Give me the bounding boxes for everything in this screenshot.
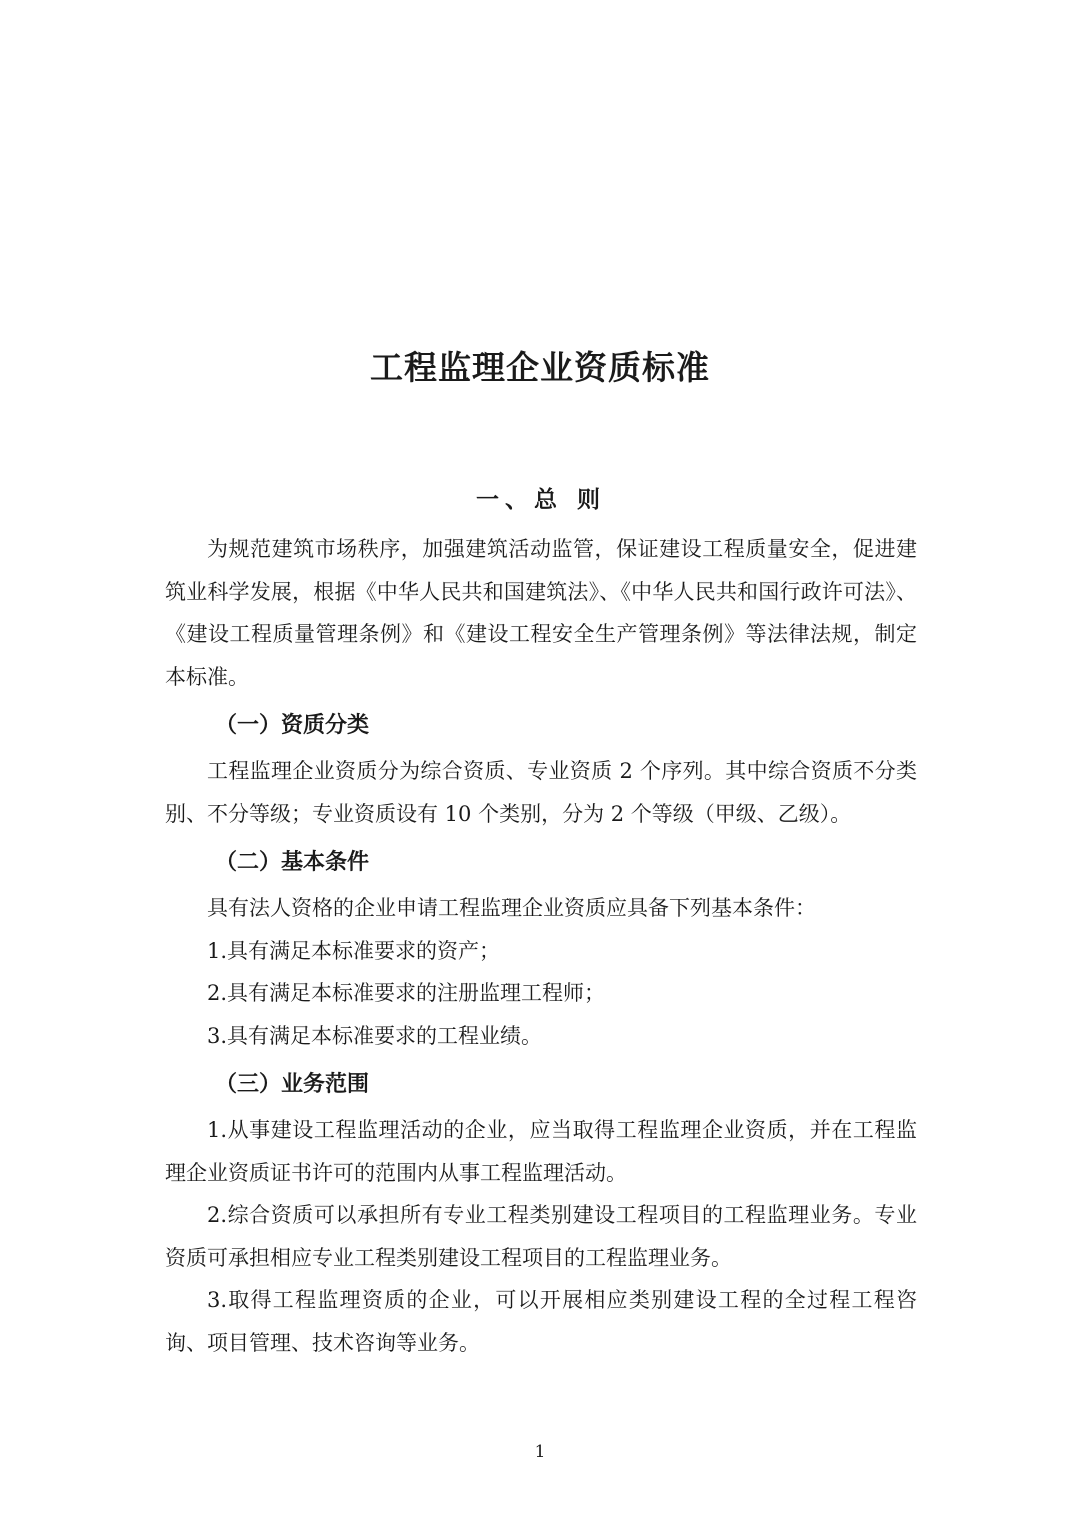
document-body	[165, 478, 917, 1364]
business-scope-paragraph: 3.取得工程监理资质的企业，可以开展相应类别建设工程的全过程工程咨询、项目管理、技术咨询等业务。	[165, 1288, 917, 1355]
page-number: 1	[534, 1442, 546, 1462]
section-heading-business-scope: （三）业务范围	[215, 1072, 370, 1097]
classification-paragraph: 工程监理企业资质分为综合资质、专业资质 2 个序列。其中综合资质不分类别、不分等级；专业资质设有 10 个类别，分为 2 个等级（甲级、乙级）。	[165, 759, 917, 826]
section-heading-classification: （一）资质分类	[215, 713, 370, 738]
chapter-heading: 一、总 则	[475, 487, 606, 513]
condition-item: 3.具有满足本标准要求的工程业绩。	[207, 1023, 543, 1048]
business-scope-paragraph: 2.综合资质可以承担所有专业工程类别建设工程项目的工程监理业务。专业资质可承担相应专业工程类别建设工程项目的工程监理业务。	[165, 1203, 917, 1270]
section-heading-basic-conditions: （二）基本条件	[215, 850, 370, 875]
condition-item: 1.具有满足本标准要求的资产；	[207, 938, 501, 963]
business-scope-paragraph: 1.从事建设工程监理活动的企业，应当取得工程监理企业资质，并在工程监理企业资质证书许可的范围内从事工程监理活动。	[165, 1118, 917, 1185]
basic-conditions-paragraph: 具有法人资格的企业申请工程监理企业资质应具备下列基本条件：	[207, 896, 816, 920]
condition-item: 2.具有满足本标准要求的注册监理工程师；	[207, 981, 606, 1005]
document-title: 工程监理企业资质标准	[370, 348, 710, 387]
intro-paragraph: 为规范建筑市场秩序，加强建筑活动监管，保证建设工程质量安全，促进建筑业科学发展，根据《中华人民共和国建筑法》、《中华人民共和国行政许可法》、《建设工程质量管理条例》和《建设工程安全生产管理条例》等法律法规，制定本标准。	[165, 537, 917, 689]
